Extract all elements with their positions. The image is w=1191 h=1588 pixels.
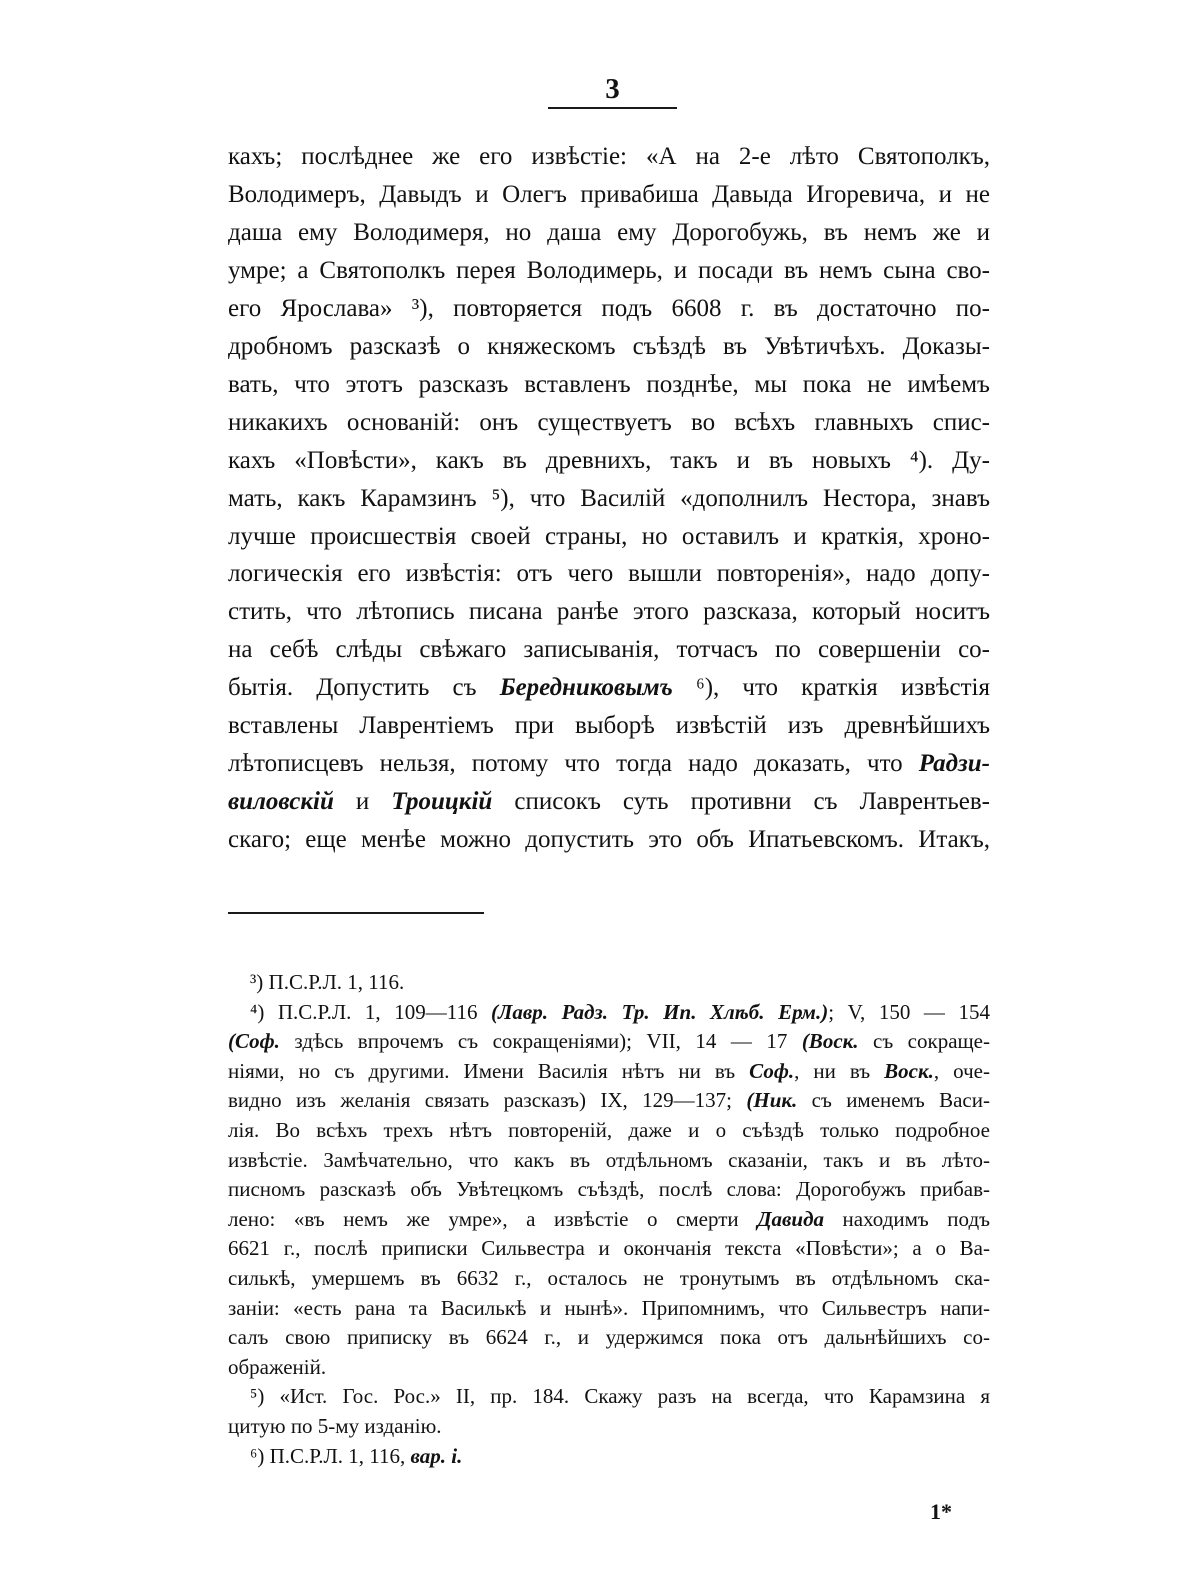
footnote-text: 6621 г., послѣ приписки Сильвестра и окончанія текста «Повѣсти»; а о Ва- — [228, 1236, 990, 1261]
footnote-line — [228, 1086, 990, 1116]
line-text: лучше происшествія своей страны, но оставилъ и краткія, хроно- — [228, 522, 990, 550]
footnote-line — [228, 1264, 990, 1294]
italic-name: Радзи- — [918, 750, 990, 778]
line-text: кахъ «Повѣсти», какъ въ древнихъ, такъ и въ новыхъ ⁴). Ду- — [228, 446, 990, 474]
text-line — [228, 555, 990, 593]
footnote-text: силькѣ, умершемъ въ 6632 г., осталось не тронутымъ въ отдѣльномъ ска- — [228, 1265, 990, 1290]
footnote-5 — [228, 1382, 990, 1441]
footnote-line — [228, 1027, 990, 1057]
text-line — [228, 669, 990, 707]
footnote-line — [228, 1146, 990, 1176]
text-line — [228, 821, 990, 859]
line-text: ⁶), что краткія извѣстія — [672, 674, 991, 702]
footnote-rule — [228, 912, 484, 914]
text-line — [228, 480, 990, 518]
footnote-3 — [228, 968, 990, 998]
italic-name: Бередниковымъ — [499, 674, 673, 702]
footnote-6 — [228, 1442, 990, 1472]
footnote-text: извѣстіе. Замѣчательно, что какъ въ отдѣльномъ сказаніи, такъ и въ лѣто- — [228, 1147, 990, 1172]
footnote-text: лія. Во всѣхъ трехъ нѣтъ повтореній, даже и о съѣздѣ только подробное — [228, 1117, 990, 1142]
footnote-italic: (Ник. — [746, 1088, 798, 1113]
footnote-text: съ именемъ Васи- — [797, 1088, 990, 1113]
line-text: дробномъ разсказѣ о княжескомъ съѣздѣ въ Увѣтичѣхъ. Доказы- — [228, 332, 990, 360]
footnote-text: ³) П.С.Р.Л. 1, 116. — [250, 970, 405, 994]
footnote-italic: Соф. — [749, 1058, 795, 1083]
signature-mark: 1* — [930, 1499, 952, 1524]
line-text: и — [333, 788, 392, 816]
line-text: никакихъ основаній: онъ существуетъ во всѣхъ главныхъ спис- — [228, 408, 990, 436]
footnote-line — [228, 1442, 990, 1472]
body-text — [228, 138, 990, 859]
footnotes — [228, 968, 990, 1471]
text-line — [228, 138, 990, 176]
footnote-4 — [228, 998, 990, 1383]
footnote-line — [228, 1116, 990, 1146]
footnote-text: ⁵) «Ист. Гос. Рос.» II, пр. 184. Скажу разъ на всегда, что Карамзина я — [250, 1384, 990, 1409]
line-text: вставлены Лаврентіемъ при выборѣ извѣстій изъ древнѣйшихъ — [228, 712, 990, 740]
footnote-line — [228, 998, 990, 1028]
footnote-text: ; V, 150 — 154 — [828, 999, 990, 1024]
text-line — [228, 518, 990, 556]
footnote-line — [228, 1382, 990, 1412]
footnote-text: заніи: «есть рана та Василькѣ и нынѣ». Припомнимъ, что Сильвестръ напи- — [228, 1295, 990, 1320]
footnote-text: съ сокраще- — [858, 1029, 990, 1054]
footnote-text: салъ свою приписку въ 6624 г., и удержимся пока отъ дальнѣйшихъ со- — [228, 1325, 990, 1350]
line-text: логическія его извѣстія: отъ чего вышли повторенія», надо допу- — [228, 560, 990, 588]
footnote-text: видно изъ желанія связать разсказъ) IX, 129—137; — [228, 1088, 747, 1113]
text-line — [228, 214, 990, 252]
page-number: 3 — [605, 73, 620, 105]
text-line — [228, 252, 990, 290]
line-text: Володимеръ, Давыдъ и Олегъ привабиша Давыда Игоревича, и не — [228, 180, 990, 208]
line-text: его Ярослава» ³), повторяется подъ 6608 г. въ достаточно по- — [228, 294, 990, 322]
line-text: вать, что этотъ разсказъ вставленъ позднѣе, мы пока не имѣемъ — [228, 370, 990, 398]
footnote-line — [228, 1294, 990, 1324]
text-line — [228, 366, 990, 404]
text-line — [228, 290, 990, 328]
footnote-italic: Воск. — [884, 1058, 934, 1083]
text-line — [228, 707, 990, 745]
line-text: бытія. Допустить съ — [228, 674, 500, 702]
footnote-line — [228, 1175, 990, 1205]
line-text: даша ему Володимеря, но даша ему Дорогобужь, въ немъ же и — [228, 218, 990, 246]
text-line — [228, 593, 990, 631]
line-text: мать, какъ Карамзинъ ⁵), что Василій «дополнилъ Нестора, знавъ — [228, 484, 990, 512]
footnote-italic: (Соф. — [228, 1029, 280, 1054]
italic-name: виловскій — [228, 788, 334, 816]
footnote-text: цитую по 5-му изданію. — [228, 1413, 442, 1438]
line-text: на себѣ слѣды свѣжаго записыванія, тотчасъ по совершеніи со- — [228, 636, 990, 664]
footnote-text: ображеній. — [228, 1354, 327, 1379]
text-line — [228, 404, 990, 442]
italic-name: Троицкій — [391, 788, 493, 816]
footnote-text: находимъ подъ — [824, 1206, 990, 1231]
footnote-italic: Давида — [757, 1206, 825, 1231]
footnote-text: лено: «въ немъ же умре», а извѣстіе о смерти — [228, 1206, 758, 1231]
footnote-text: , ни въ — [794, 1058, 885, 1083]
line-text: скаго; еще менѣе можно допустить это объ Ипатьевскомъ. Итакъ, — [228, 826, 990, 854]
text-line — [228, 631, 990, 669]
line-text: стить, что лѣтопись писана ранѣе этого разсказа, который носитъ — [228, 598, 990, 626]
text-line — [228, 176, 990, 214]
line-text: списокъ суть противни съ Лаврентьев- — [492, 788, 990, 816]
line-text: кахъ; послѣднее же его извѣстіе: «А на 2-е лѣто Святополкъ, — [228, 143, 990, 170]
text-line — [228, 783, 990, 821]
footnote-italic: (Лавр. Радз. Тр. Ип. Хлѣб. Ерм.) — [491, 999, 829, 1024]
footnote-line — [228, 968, 990, 998]
footnote-text: писномъ разсказѣ объ Увѣтецкомъ съѣздѣ, послѣ слова: Дорогобужъ прибав- — [228, 1177, 990, 1202]
text-line — [228, 442, 990, 480]
line-text: лѣтописцевъ нельзя, потому что тогда надо доказать, что — [228, 750, 919, 778]
footnote-italic: вар. і. — [410, 1443, 463, 1468]
footnote-text: здѣсь впрочемъ съ сокращеніями); VII, 14 — 17 — [279, 1029, 802, 1054]
text-line — [228, 745, 990, 783]
footnote-line — [228, 1205, 990, 1235]
footnote-text: ⁶) П.С.Р.Л. 1, 116, — [250, 1443, 411, 1468]
footnote-line — [228, 1412, 990, 1442]
footnote-italic: (Воск. — [801, 1029, 859, 1054]
footnote-text: ніями, но съ другими. Имени Василія нѣтъ ни въ — [228, 1058, 750, 1083]
footnote-text: , оче- — [933, 1058, 990, 1083]
header-rule — [548, 107, 677, 109]
footnote-text: ⁴) П.С.Р.Л. 1, 109—116 — [250, 999, 492, 1024]
footnote-line — [228, 1323, 990, 1353]
footnote-line — [228, 1353, 990, 1383]
text-line — [228, 328, 990, 366]
line-text: умре; а Святополкъ перея Володимерь, и посади въ немъ сына сво- — [228, 256, 990, 284]
footnote-line — [228, 1234, 990, 1264]
footnote-line — [228, 1057, 990, 1087]
